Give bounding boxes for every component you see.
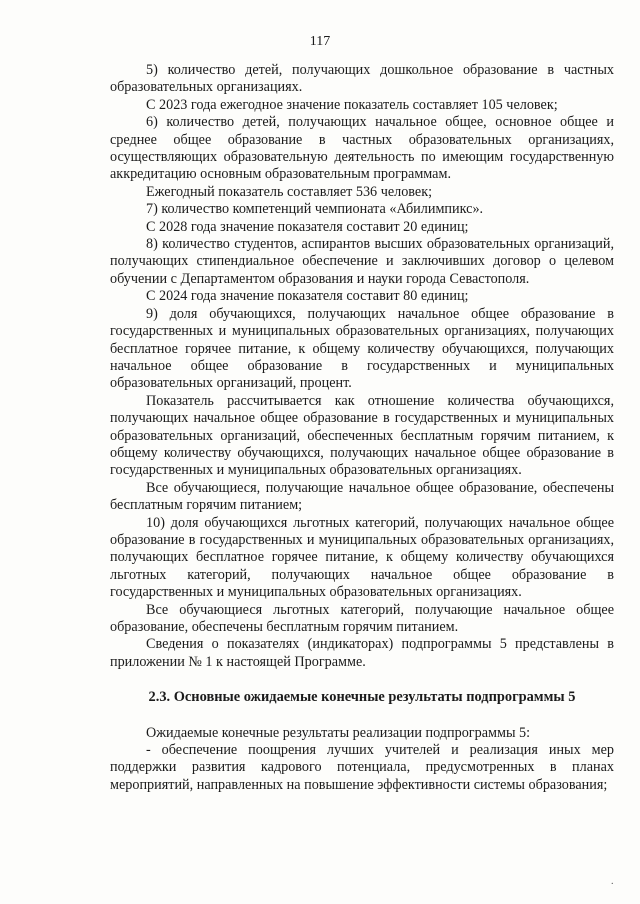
page-number: 117 [309, 34, 331, 49]
paragraph: 5) количество детей, получающих дошкольное образование в частных образовательных организациях. [110, 62, 614, 96]
margin-mark: . [611, 876, 614, 887]
paragraph: 7) количество компетенций чемпионата «Абилимпикс». [146, 201, 484, 218]
paragraph: С 2028 года значение показателя составит 20 единиц; [146, 218, 469, 235]
results-item: - обеспечение поощрения лучших учителей и реализация иных мер поддержки развития кадрового потенциала, предусмотренных в планах мероприятий, направленных на повышение эффективности системы образования; [110, 742, 614, 793]
paragraph: С 2023 года ежегодное значение показатель составляет 105 человек; [146, 96, 558, 113]
paragraph: Показатель рассчитывается как отношение количества обучающихся, получающих начальное общее образование в государственных и муниципальных образовательных организаций, обеспеченных бесплатным горячим питанием, к общему количеству обучающихся, получающих начальное общее образование в государственных и муниципальных образовательных организациях. [110, 392, 614, 479]
paragraph: Все обучающиеся льготных категорий, получающие начальное общее образование, обеспечены бесплатным горячим питанием. [110, 601, 614, 635]
section-heading: 2.3. Основные ожидаемые конечные результаты подпрограммы 5 [148, 689, 576, 706]
paragraph: 10) доля обучающихся льготных категорий, получающих начальное общее образование в государственных и муниципальных образовательных организациях, получающих бесплатное горячее питание, к общему количеству обучающихся льготных категорий, получающих начальное общее образование в государственных и муниципальных образовательных организациях. [110, 514, 614, 601]
paragraph: Сведения о показателях (индикаторах) подпрограммы 5 представлены в приложении № 1 к настоящей Программе. [110, 636, 614, 670]
paragraph: 6) количество детей, получающих начальное общее, основное общее и среднее общее образование в частных образовательных организациях, осуществляющих образовательную деятельность по имеющим государственную аккредитацию основным образовательным программам. [110, 114, 614, 183]
paragraph: Все обучающиеся, получающие начальное общее образование, обеспечены бесплатным горячим питанием; [110, 479, 614, 514]
paragraph: 8) количество студентов, аспирантов высших образовательных организаций, получающих стипендиальное обеспечение и заключивших договор о целевом обучении с Департаментом образования и науки города Севастополя. [110, 236, 614, 287]
paragraph: Ежегодный показатель составляет 536 человек; [146, 183, 433, 200]
paragraph: 9) доля обучающихся, получающих начальное общее образование в государственных и муниципальных образовательных организациях, получающих бесплатное горячее питание, к общему количеству обучающихся, получающих начальное общее образование в государственных и муниципальных образовательных организаций, процент. [110, 305, 614, 392]
document-body [110, 62, 614, 794]
results-intro: Ожидаемые конечные результаты реализации подпрограммы 5: [146, 724, 531, 741]
paragraph: С 2024 года значение показателя составит 80 единиц; [146, 288, 469, 305]
